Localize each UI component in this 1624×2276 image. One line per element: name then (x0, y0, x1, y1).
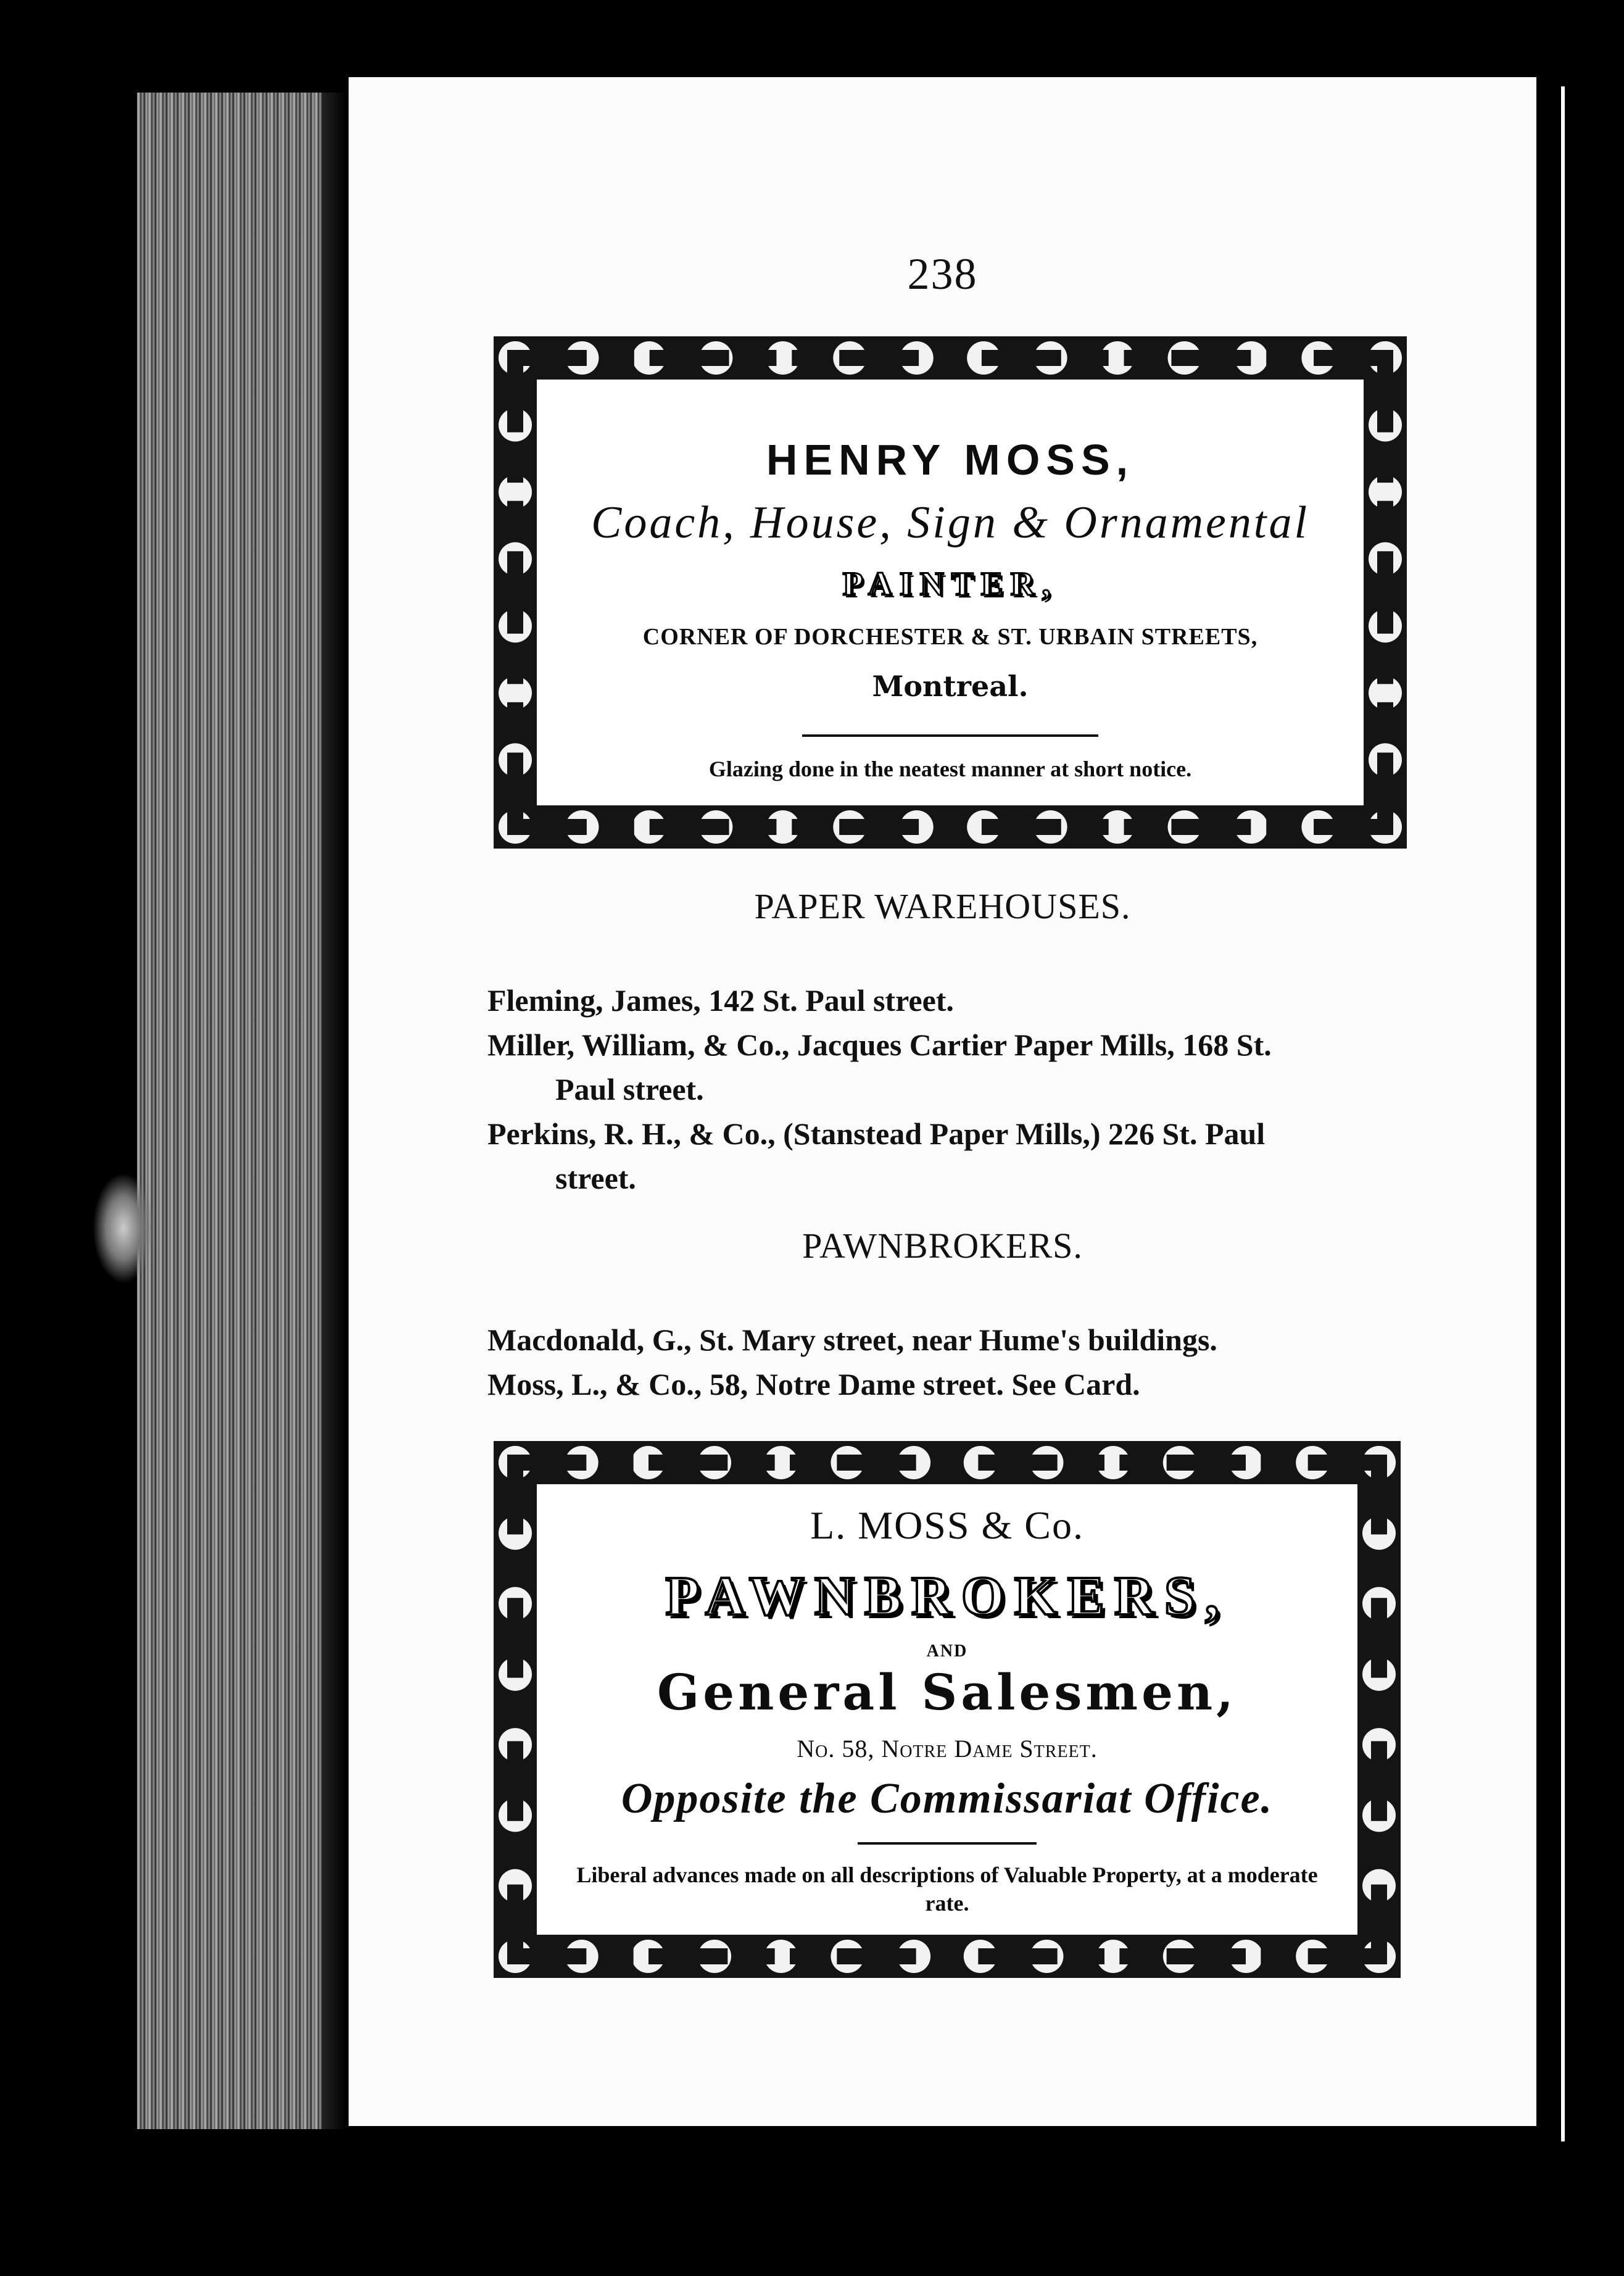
frayed-paper-scrap (93, 1173, 154, 1284)
entry-text: Miller, William, & Co., Jacques Cartier Paper Mills, 168 St. (487, 1028, 1272, 1062)
divider-rule (802, 734, 1098, 737)
service-note: Liberal advances made on all descriptions of Valuable Property, at a moderate rate. (576, 1863, 1318, 1916)
book-page-edges (137, 93, 347, 2129)
business-subtitle: General Salesmen, (657, 1663, 1237, 1721)
occupation: PAINTER, (842, 565, 1058, 602)
list-item (487, 1318, 1413, 1362)
card-content (537, 1484, 1357, 1935)
city: Montreal. (872, 670, 1029, 703)
service-note: Glazing done in the neatest manner at short notice. (708, 757, 1192, 781)
advertiser-name: HENRY MOSS, (766, 436, 1135, 484)
address: CORNER OF DORCHESTER & ST. URBAIN STREETS, (642, 624, 1258, 650)
list-item (487, 1111, 1413, 1200)
list-item (487, 1362, 1413, 1406)
address: No. 58, Notre Dame Street. (797, 1735, 1098, 1763)
entry-text: Moss, L., & Co., 58, Notre Dame street. See Card. (487, 1367, 1140, 1402)
entry-continuation: Paul street. (555, 1072, 704, 1107)
location-note: Opposite the Commissariat Office. (621, 1775, 1274, 1822)
conjunction: AND (926, 1642, 968, 1661)
company-name: L. MOSS & Co. (810, 1503, 1084, 1547)
paper-warehouses-list (487, 978, 1413, 1200)
list-item (487, 1023, 1413, 1111)
card-content (537, 380, 1364, 805)
list-item (487, 978, 1413, 1023)
section-heading-pawnbrokers: PAWNBROKERS. (802, 1226, 1083, 1266)
divider-rule (858, 1842, 1037, 1845)
business-title: PAWNBROKERS, (665, 1566, 1229, 1627)
section-heading-paper-warehouses: PAPER WAREHOUSES. (754, 886, 1131, 926)
entry-text: Fleming, James, 142 St. Paul street. (487, 983, 954, 1018)
entry-continuation: street. (555, 1161, 636, 1195)
book-page (349, 77, 1536, 2126)
entry-text: Perkins, R. H., & Co., (Stanstead Paper Mills,) 226 St. Paul (487, 1116, 1266, 1151)
pawnbrokers-list (487, 1318, 1413, 1406)
trade-list: Coach, House, Sign & Ornamental (590, 497, 1310, 548)
facing-page-edge (1561, 86, 1565, 2141)
page-number: 238 (907, 249, 978, 299)
entry-text: Macdonald, G., St. Mary street, near Hume's buildings. (487, 1323, 1217, 1357)
advertisement-card-henry-moss (494, 336, 1407, 849)
advertisement-card-l-moss (494, 1441, 1401, 1978)
